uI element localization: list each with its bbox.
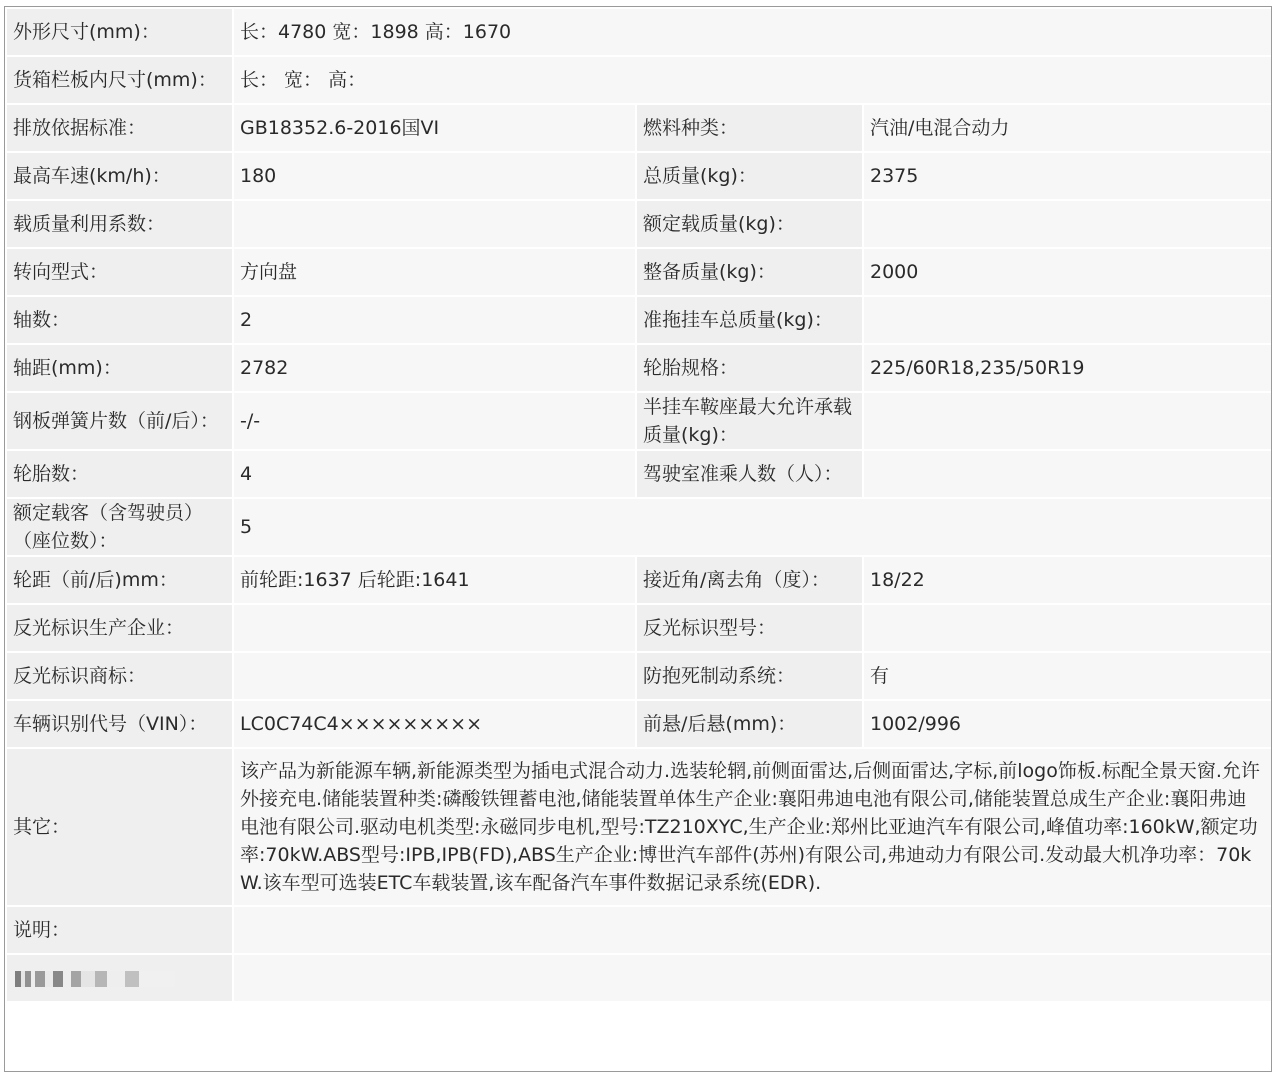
- label-other: 其它：: [6, 748, 233, 906]
- value-approach-departure-angle: 18/22: [863, 556, 1272, 604]
- label-seating-capacity: 额定载客（含驾驶员）（座位数）：: [6, 498, 233, 556]
- table-row: [6, 248, 1272, 296]
- value-obscured: [233, 954, 1272, 1002]
- value-fuel-type: 汽油/电混合动力: [863, 104, 1272, 152]
- label-cab-capacity: 驾驶室准乘人数（人）：: [636, 450, 863, 498]
- label-reflector-model: 反光标识型号：: [636, 604, 863, 652]
- value-steering-type: 方向盘: [233, 248, 636, 296]
- table-row: [6, 906, 1272, 954]
- value-other: 该产品为新能源车辆,新能源类型为插电式混合动力.选装轮辋,前侧面雷达,后侧面雷达,字标,前logo饰板.标配全景天窗.允许外接充电.储能装置种类:磷酸铁锂蓄电池,储能装置单体生产企业:襄阳弗迪电池有限公司,储能装置总成生产企业:襄阳弗迪电池有限公司.驱动电机类型:永磁同步电机,型号:TZ210XYC,生产企业:郑州比亚迪汽车有限公司,峰值功率:160kW,额定功率:70kW.ABS型号:IPB,IPB(FD),ABS生产企业:博世汽车部件(苏州)有限公司,弗迪动力有限公司.发动最大机净功率：70kW.该车型可选装ETC车载装置,该车配备汽车事件数据记录系统(EDR).: [233, 748, 1272, 906]
- table-row: [6, 652, 1272, 700]
- value-rated-load: [863, 200, 1272, 248]
- label-obscured: [6, 954, 233, 1002]
- table-row: [6, 8, 1272, 56]
- value-track-width: 前轮距:1637 后轮距:1641: [233, 556, 636, 604]
- value-abs: 有: [863, 652, 1272, 700]
- value-reflector-model: [863, 604, 1272, 652]
- table-row: [6, 748, 1272, 906]
- value-reflector-maker: [233, 604, 636, 652]
- value-notes: [233, 906, 1272, 954]
- table-row: [6, 56, 1272, 104]
- label-trailer-mass: 准拖挂车总质量(kg)：: [636, 296, 863, 344]
- table-row: [6, 700, 1272, 748]
- value-wheelbase: 2782: [233, 344, 636, 392]
- table-row: [6, 392, 1272, 450]
- label-notes: 说明：: [6, 906, 233, 954]
- value-tire-spec: 225/60R18,235/50R19: [863, 344, 1272, 392]
- value-axle-count: 2: [233, 296, 636, 344]
- label-steering-type: 转向型式：: [6, 248, 233, 296]
- value-load-utilization: [233, 200, 636, 248]
- value-saddle-load: [863, 392, 1272, 450]
- table-row: [6, 296, 1272, 344]
- table-row: [6, 152, 1272, 200]
- label-dimensions: 外形尺寸(mm)：: [6, 8, 233, 56]
- table-row: [6, 104, 1272, 152]
- label-wheelbase: 轴距(mm)：: [6, 344, 233, 392]
- label-rated-load: 额定载质量(kg)：: [636, 200, 863, 248]
- vehicle-spec-table: [5, 7, 1272, 1003]
- table-row: [6, 200, 1272, 248]
- label-cargo-box-dimensions: 货箱栏板内尺寸(mm)：: [6, 56, 233, 104]
- label-emission-standard: 排放依据标准：: [6, 104, 233, 152]
- label-tire-spec: 轮胎规格：: [636, 344, 863, 392]
- label-fuel-type: 燃料种类：: [636, 104, 863, 152]
- label-abs: 防抱死制动系统：: [636, 652, 863, 700]
- table-row: [6, 498, 1272, 556]
- value-trailer-mass: [863, 296, 1272, 344]
- value-seating-capacity: 5: [233, 498, 1272, 556]
- redaction-smudge: [15, 971, 175, 987]
- label-curb-weight: 整备质量(kg)：: [636, 248, 863, 296]
- label-leaf-springs: 钢板弹簧片数（前/后）：: [6, 392, 233, 450]
- value-emission-standard: GB18352.6-2016国VI: [233, 104, 636, 152]
- table-row: [6, 344, 1272, 392]
- table-row: [6, 954, 1272, 1002]
- label-vin: 车辆识别代号（VIN）：: [6, 700, 233, 748]
- label-track-width: 轮距（前/后)mm：: [6, 556, 233, 604]
- value-max-speed: 180: [233, 152, 636, 200]
- value-dimensions: 长：4780 宽：1898 高：1670: [233, 8, 1272, 56]
- value-overhang: 1002/996: [863, 700, 1272, 748]
- label-max-speed: 最高车速(km/h)：: [6, 152, 233, 200]
- label-reflector-brand: 反光标识商标：: [6, 652, 233, 700]
- value-leaf-springs: -/-: [233, 392, 636, 450]
- label-total-mass: 总质量(kg)：: [636, 152, 863, 200]
- spec-table-frame: [4, 6, 1272, 1072]
- value-cab-capacity: [863, 450, 1272, 498]
- value-total-mass: 2375: [863, 152, 1272, 200]
- value-tire-count: 4: [233, 450, 636, 498]
- label-approach-departure-angle: 接近角/离去角（度）：: [636, 556, 863, 604]
- value-curb-weight: 2000: [863, 248, 1272, 296]
- label-reflector-maker: 反光标识生产企业：: [6, 604, 233, 652]
- label-overhang: 前悬/后悬(mm)：: [636, 700, 863, 748]
- value-cargo-box-dimensions: 长： 宽： 高：: [233, 56, 1272, 104]
- label-tire-count: 轮胎数：: [6, 450, 233, 498]
- label-load-utilization: 载质量利用系数：: [6, 200, 233, 248]
- table-row: [6, 604, 1272, 652]
- value-reflector-brand: [233, 652, 636, 700]
- label-saddle-load: 半挂车鞍座最大允许承载质量(kg)：: [636, 392, 863, 450]
- label-axle-count: 轴数：: [6, 296, 233, 344]
- table-row: [6, 450, 1272, 498]
- table-row: [6, 556, 1272, 604]
- value-vin: LC0C74C4×××××××××: [233, 700, 636, 748]
